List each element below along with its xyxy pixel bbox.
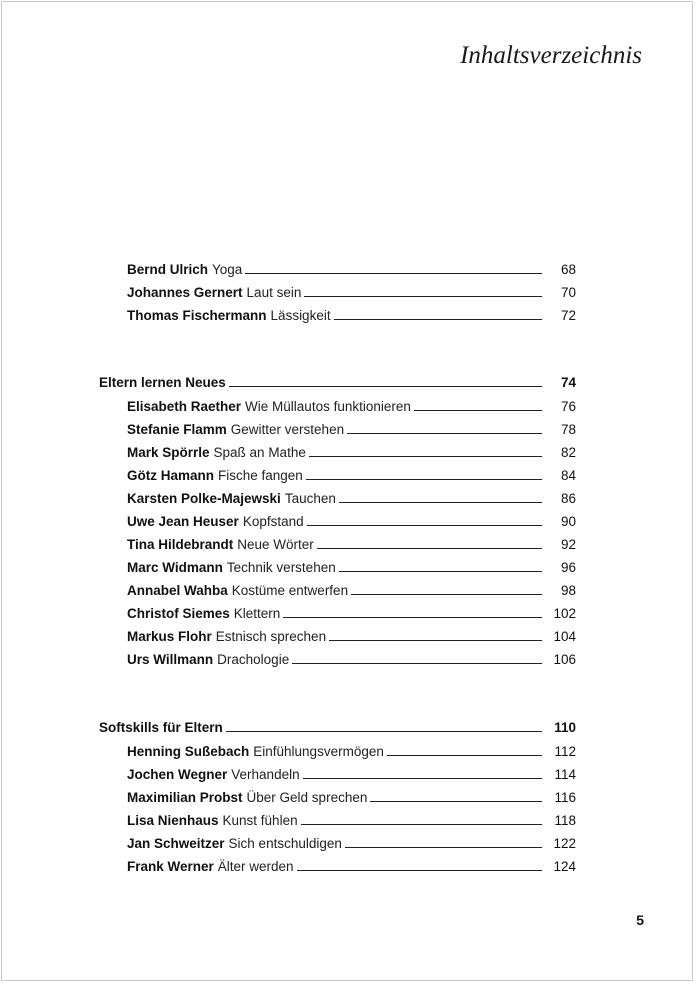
entry-page-number: 82: [560, 445, 576, 460]
entry-page-number: 92: [560, 537, 576, 552]
entry-topic: Neue Wörter: [237, 537, 314, 552]
leader-line: [351, 594, 542, 595]
section-page-number: 110: [554, 720, 576, 735]
entry-topic: Spaß an Mathe: [213, 445, 306, 460]
toc-entry[interactable]: [127, 579, 576, 599]
toc-entry[interactable]: [127, 510, 576, 530]
toc-entry[interactable]: [127, 395, 576, 415]
entry-topic: Fische fangen: [218, 468, 303, 483]
page-title: Inhaltsverzeichnis: [460, 42, 642, 69]
section-heading[interactable]: [99, 716, 576, 736]
entry-author: Christof Siemes: [127, 606, 230, 621]
toc-entry[interactable]: [127, 281, 576, 301]
toc-entry[interactable]: [127, 763, 576, 783]
entry-page-number: 122: [553, 836, 576, 851]
entry-page-number: 90: [560, 514, 576, 529]
page-number: 5: [636, 912, 644, 928]
leader-line: [334, 319, 542, 320]
entry-topic: Gewitter verstehen: [230, 422, 345, 437]
entry-author: Henning Sußebach: [127, 744, 250, 759]
entry-topic: Estnisch sprechen: [215, 629, 327, 644]
entry-author: Karsten Polke-Majewski: [127, 491, 281, 506]
entry-topic: Yoga: [212, 262, 243, 277]
section-heading[interactable]: [99, 371, 576, 391]
leader-line: [303, 778, 542, 779]
toc-entry[interactable]: [127, 418, 576, 438]
leader-line: [229, 386, 542, 387]
leader-line: [414, 410, 542, 411]
entry-page-number: 124: [553, 859, 576, 874]
toc-entry[interactable]: [127, 304, 576, 324]
entry-author: Uwe Jean Heuser: [127, 514, 239, 529]
entry-page-number: 116: [554, 790, 576, 805]
toc-entry[interactable]: [127, 855, 576, 875]
leader-line: [297, 870, 542, 871]
entry-page-number: 72: [560, 308, 576, 323]
entry-page-number: 114: [554, 767, 576, 782]
entry-page-number: 102: [553, 606, 576, 621]
entry-author: Urs Willmann: [127, 652, 214, 667]
entry-topic: Laut sein: [246, 285, 302, 300]
section-title: Softskills für Eltern: [99, 720, 223, 735]
entry-author: Marc Widmann: [127, 560, 223, 575]
entry-author: Elisabeth Raether: [127, 399, 242, 414]
toc-entry[interactable]: [127, 441, 576, 461]
entry-author: Lisa Nienhaus: [127, 813, 219, 828]
leader-line: [245, 273, 542, 274]
entry-page-number: 112: [554, 744, 576, 759]
entry-author: Stefanie Flamm: [127, 422, 227, 437]
entry-topic: Wie Müllautos funktionieren: [245, 399, 411, 414]
entry-page-number: 68: [560, 262, 576, 277]
leader-line: [339, 502, 542, 503]
toc-entry[interactable]: [127, 602, 576, 622]
entry-page-number: 98: [560, 583, 576, 598]
entry-author: Maximilian Probst: [127, 790, 243, 805]
leader-line: [387, 755, 542, 756]
entry-topic: Technik verstehen: [226, 560, 336, 575]
leader-line: [370, 801, 542, 802]
entry-topic: Über Geld sprechen: [246, 790, 368, 805]
toc-entry[interactable]: [127, 786, 576, 806]
entry-author: Mark Spörrle: [127, 445, 210, 460]
entry-topic: Lässigkeit: [270, 308, 331, 323]
toc-entry[interactable]: [127, 832, 576, 852]
entry-topic: Sich entschuldigen: [228, 836, 342, 851]
entry-topic: Tauchen: [284, 491, 336, 506]
leader-line: [339, 571, 542, 572]
leader-line: [304, 296, 542, 297]
leader-line: [317, 548, 542, 549]
leader-line: [283, 617, 542, 618]
entry-topic: Älter werden: [217, 859, 294, 874]
leader-line: [345, 847, 542, 848]
leader-line: [301, 824, 542, 825]
entry-page-number: 76: [560, 399, 576, 414]
entry-page-number: 84: [560, 468, 576, 483]
leader-line: [292, 663, 542, 664]
entry-author: Frank Werner: [127, 859, 214, 874]
entry-topic: Kostüme entwerfen: [231, 583, 349, 598]
section-title: Eltern lernen Neues: [99, 375, 226, 390]
entry-author: Jan Schweitzer: [127, 836, 225, 851]
entry-topic: Verhandeln: [231, 767, 300, 782]
toc-entry[interactable]: [127, 533, 576, 553]
leader-line: [329, 640, 542, 641]
entry-page-number: 86: [560, 491, 576, 506]
entry-topic: Drachologie: [217, 652, 290, 667]
book-page: [1, 1, 693, 981]
entry-topic: Kopfstand: [242, 514, 304, 529]
entry-page-number: 104: [553, 629, 576, 644]
toc-entry[interactable]: [127, 625, 576, 645]
toc-entry[interactable]: [127, 809, 576, 829]
entry-topic: Kunst fühlen: [222, 813, 298, 828]
leader-line: [309, 456, 542, 457]
leader-line: [226, 731, 542, 732]
entry-page-number: 78: [560, 422, 576, 437]
entry-topic: Einfühlungsvermögen: [253, 744, 384, 759]
leader-line: [306, 479, 542, 480]
entry-author: Johannes Gernert: [127, 285, 243, 300]
toc-entry[interactable]: [127, 464, 576, 484]
leader-line: [347, 433, 542, 434]
entry-author: Jochen Wegner: [127, 767, 228, 782]
entry-page-number: 106: [553, 652, 576, 667]
section-page-number: 74: [560, 375, 576, 390]
entry-author: Tina Hildebrandt: [127, 537, 234, 552]
entry-page-number: 118: [554, 813, 576, 828]
toc-entry[interactable]: [127, 487, 576, 507]
toc-entry[interactable]: [127, 556, 576, 576]
entry-author: Markus Flohr: [127, 629, 212, 644]
toc-entry[interactable]: [127, 648, 576, 668]
entry-author: Annabel Wahba: [127, 583, 228, 598]
entry-author: Götz Hamann: [127, 468, 215, 483]
entry-page-number: 70: [560, 285, 576, 300]
entry-page-number: 96: [560, 560, 576, 575]
entry-author: Bernd Ulrich: [127, 262, 209, 277]
toc-entry[interactable]: [127, 258, 576, 278]
toc-entry[interactable]: [127, 740, 576, 760]
entry-author: Thomas Fischermann: [127, 308, 267, 323]
leader-line: [307, 525, 542, 526]
entry-topic: Klettern: [233, 606, 281, 621]
